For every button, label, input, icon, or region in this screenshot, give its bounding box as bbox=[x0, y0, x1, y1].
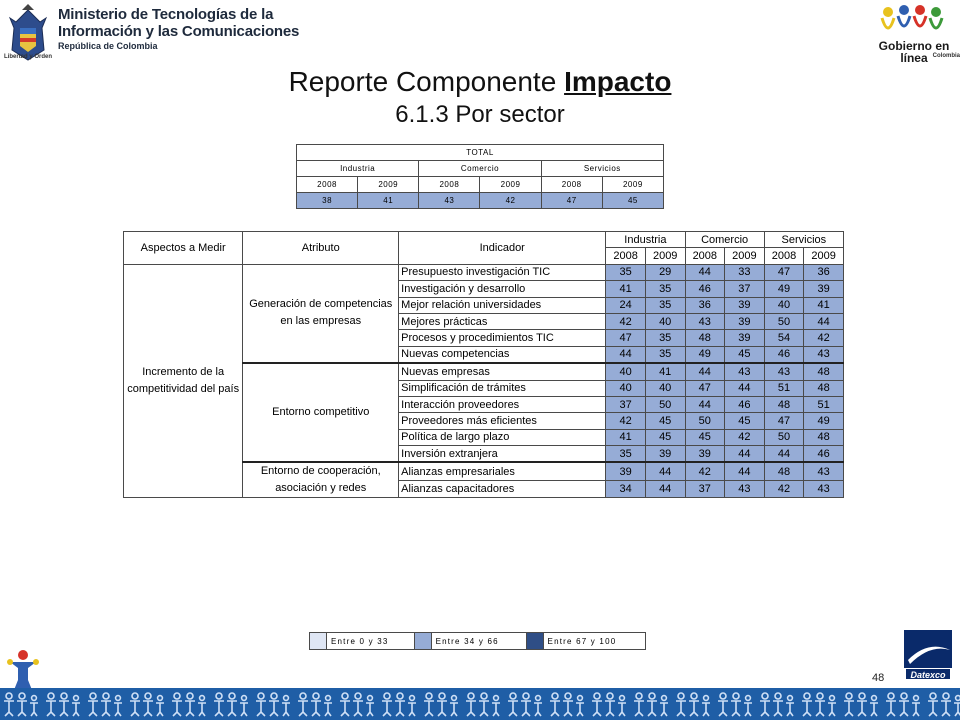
footer-people-band bbox=[0, 688, 960, 720]
value-cell: 42 bbox=[804, 330, 844, 346]
aspecto-cell: Incremento de la competitividad del país bbox=[124, 264, 243, 498]
value-cell: 39 bbox=[725, 297, 765, 313]
value-cell: 44 bbox=[685, 396, 725, 412]
value-cell: 43 bbox=[685, 313, 725, 329]
value-cell: 42 bbox=[606, 413, 646, 429]
value-cell: 24 bbox=[606, 297, 646, 313]
value-cell: 50 bbox=[764, 313, 804, 329]
value-cell: 49 bbox=[685, 346, 725, 363]
header-sector: Comercio bbox=[685, 232, 764, 248]
value-cell: 41 bbox=[645, 363, 685, 380]
header-indicador: Indicador bbox=[399, 232, 606, 265]
value-cell: 44 bbox=[804, 313, 844, 329]
summary-year: 2009 bbox=[480, 177, 541, 193]
value-cell: 29 bbox=[645, 264, 685, 280]
value-cell: 44 bbox=[645, 462, 685, 480]
value-cell: 35 bbox=[645, 281, 685, 297]
value-cell: 41 bbox=[606, 429, 646, 445]
header-year: 2009 bbox=[645, 248, 685, 264]
indicador-cell: Proveedores más eficientes bbox=[399, 413, 606, 429]
summary-sector-header: Comercio bbox=[419, 161, 541, 177]
legend bbox=[309, 632, 646, 650]
indicador-cell: Alianzas capacitadores bbox=[399, 480, 606, 497]
value-cell: 48 bbox=[804, 380, 844, 396]
value-cell: 44 bbox=[685, 363, 725, 380]
indicador-cell: Nuevas empresas bbox=[399, 363, 606, 380]
value-cell: 45 bbox=[645, 413, 685, 429]
value-cell: 40 bbox=[645, 313, 685, 329]
legend-row bbox=[310, 633, 646, 650]
value-cell: 42 bbox=[764, 480, 804, 497]
value-cell: 51 bbox=[804, 396, 844, 412]
atributo-cell: Entorno competitivo bbox=[243, 363, 399, 462]
value-cell: 39 bbox=[804, 281, 844, 297]
value-cell: 35 bbox=[645, 297, 685, 313]
value-cell: 40 bbox=[606, 380, 646, 396]
header-year: 2009 bbox=[804, 248, 844, 264]
value-cell: 50 bbox=[764, 429, 804, 445]
summary-value: 47 bbox=[541, 193, 602, 209]
summary-value: 38 bbox=[297, 193, 358, 209]
header-year: 2008 bbox=[606, 248, 646, 264]
value-cell: 39 bbox=[725, 313, 765, 329]
legend-swatch bbox=[526, 633, 543, 650]
value-cell: 43 bbox=[804, 346, 844, 363]
value-cell: 43 bbox=[725, 480, 765, 497]
summary-value: 45 bbox=[602, 193, 663, 209]
legend-swatch bbox=[310, 633, 327, 650]
value-cell: 40 bbox=[764, 297, 804, 313]
value-cell: 39 bbox=[725, 330, 765, 346]
value-cell: 43 bbox=[725, 363, 765, 380]
ministry-line-1: Ministerio de Tecnologías de la bbox=[58, 6, 274, 23]
value-cell: 45 bbox=[725, 413, 765, 429]
value-cell: 41 bbox=[606, 281, 646, 297]
indicators-table bbox=[123, 231, 844, 498]
value-cell: 42 bbox=[685, 462, 725, 480]
value-cell: 46 bbox=[804, 446, 844, 463]
indicador-cell: Mejor relación universidades bbox=[399, 297, 606, 313]
value-cell: 40 bbox=[645, 380, 685, 396]
value-cell: 47 bbox=[764, 264, 804, 280]
summary-table bbox=[296, 144, 664, 209]
atributo-cell: Entorno de cooperación, asociación y redes bbox=[243, 462, 399, 498]
value-cell: 39 bbox=[645, 446, 685, 463]
indicador-cell: Procesos y procedimientos TIC bbox=[399, 330, 606, 346]
value-cell: 44 bbox=[725, 380, 765, 396]
ministry-name bbox=[58, 6, 299, 52]
motto: Libertad y Orden bbox=[4, 54, 53, 60]
value-cell: 50 bbox=[685, 413, 725, 429]
atributo-cell: Generación de competencias en las empresas bbox=[243, 264, 399, 363]
legend-label: Entre 67 y 100 bbox=[543, 633, 645, 650]
value-cell: 43 bbox=[764, 363, 804, 380]
value-cell: 35 bbox=[606, 264, 646, 280]
value-cell: 34 bbox=[606, 480, 646, 497]
indicador-cell: Presupuesto investigación TIC bbox=[399, 264, 606, 280]
value-cell: 49 bbox=[804, 413, 844, 429]
value-cell: 48 bbox=[685, 330, 725, 346]
datexco-brand: Datexco bbox=[910, 670, 946, 680]
value-cell: 41 bbox=[804, 297, 844, 313]
value-cell: 43 bbox=[804, 462, 844, 480]
value-cell: 44 bbox=[764, 446, 804, 463]
header-atributo: Atributo bbox=[243, 232, 399, 265]
value-cell: 51 bbox=[764, 380, 804, 396]
page-number: 48 bbox=[872, 672, 885, 684]
header-sector: Industria bbox=[606, 232, 685, 248]
summary-year: 2008 bbox=[297, 177, 358, 193]
value-cell: 37 bbox=[725, 281, 765, 297]
value-cell: 46 bbox=[685, 281, 725, 297]
value-cell: 45 bbox=[645, 429, 685, 445]
value-cell: 54 bbox=[764, 330, 804, 346]
summary-year: 2009 bbox=[358, 177, 419, 193]
summary-year: 2008 bbox=[541, 177, 602, 193]
colombia-coat-of-arms-icon bbox=[10, 4, 46, 60]
page-title bbox=[0, 64, 960, 100]
value-cell: 37 bbox=[606, 396, 646, 412]
value-cell: 39 bbox=[606, 462, 646, 480]
indicador-cell: Interacción proveedores bbox=[399, 396, 606, 412]
summary-value: 42 bbox=[480, 193, 541, 209]
header-year: 2008 bbox=[685, 248, 725, 264]
value-cell: 35 bbox=[606, 446, 646, 463]
summary-sector-header: Servicios bbox=[541, 161, 663, 177]
value-cell: 44 bbox=[685, 264, 725, 280]
header-sector: Servicios bbox=[764, 232, 843, 248]
indicador-cell: Inversión extranjera bbox=[399, 446, 606, 463]
value-cell: 48 bbox=[804, 429, 844, 445]
indicador-cell: Investigación y desarrollo bbox=[399, 281, 606, 297]
ministry-line-2: Información y las Comunicaciones bbox=[58, 23, 300, 40]
indicador-cell: Política de largo plazo bbox=[399, 429, 606, 445]
indicador-cell: Nuevas competencias bbox=[399, 346, 606, 363]
value-cell: 50 bbox=[645, 396, 685, 412]
title-prefix: Reporte Componente bbox=[288, 66, 565, 97]
value-cell: 39 bbox=[685, 446, 725, 463]
indicador-cell: Simplificación de trámites bbox=[399, 380, 606, 396]
value-cell: 42 bbox=[606, 313, 646, 329]
value-cell: 49 bbox=[764, 281, 804, 297]
value-cell: 36 bbox=[685, 297, 725, 313]
datexco-logo bbox=[900, 630, 956, 686]
value-cell: 48 bbox=[764, 462, 804, 480]
legend-label: Entre 0 y 33 bbox=[327, 633, 415, 650]
header-year: 2008 bbox=[764, 248, 804, 264]
header-year: 2009 bbox=[725, 248, 765, 264]
legend-label: Entre 34 y 66 bbox=[431, 633, 526, 650]
summary-year: 2008 bbox=[419, 177, 480, 193]
value-cell: 44 bbox=[606, 346, 646, 363]
value-cell: 48 bbox=[764, 396, 804, 412]
table-row bbox=[124, 264, 844, 280]
value-cell: 44 bbox=[725, 462, 765, 480]
title-emphasis: Impacto bbox=[564, 66, 672, 97]
value-cell: 47 bbox=[685, 380, 725, 396]
value-cell: 33 bbox=[725, 264, 765, 280]
value-cell: 46 bbox=[725, 396, 765, 412]
total-header: TOTAL bbox=[297, 145, 664, 161]
summary-value: 43 bbox=[419, 193, 480, 209]
indicators-table-body bbox=[124, 264, 844, 498]
summary-sector-header: Industria bbox=[297, 161, 419, 177]
value-cell: 36 bbox=[804, 264, 844, 280]
ministry-line-3: República de Colombia bbox=[58, 41, 158, 51]
indicador-cell: Alianzas empresariales bbox=[399, 462, 606, 480]
value-cell: 40 bbox=[606, 363, 646, 380]
value-cell: 48 bbox=[804, 363, 844, 380]
summary-year: 2009 bbox=[602, 177, 663, 193]
value-cell: 37 bbox=[685, 480, 725, 497]
value-cell: 44 bbox=[645, 480, 685, 497]
people-icon bbox=[882, 5, 942, 28]
value-cell: 43 bbox=[804, 480, 844, 497]
summary-value: 41 bbox=[358, 193, 419, 209]
value-cell: 45 bbox=[685, 429, 725, 445]
indicador-cell: Mejores prácticas bbox=[399, 313, 606, 329]
gel-country: Colombia bbox=[932, 53, 960, 59]
value-cell: 35 bbox=[645, 346, 685, 363]
value-cell: 46 bbox=[764, 346, 804, 363]
gel-title: Gobierno en línea bbox=[878, 39, 950, 65]
legend-swatch bbox=[414, 633, 431, 650]
value-cell: 42 bbox=[725, 429, 765, 445]
value-cell: 45 bbox=[725, 346, 765, 363]
value-cell: 47 bbox=[606, 330, 646, 346]
value-cell: 47 bbox=[764, 413, 804, 429]
person-figure-icon bbox=[6, 648, 40, 692]
value-cell: 35 bbox=[645, 330, 685, 346]
value-cell: 44 bbox=[725, 446, 765, 463]
page-subtitle: 6.1.3 Por sector bbox=[395, 101, 565, 128]
header-aspectos: Aspectos a Medir bbox=[124, 232, 243, 265]
